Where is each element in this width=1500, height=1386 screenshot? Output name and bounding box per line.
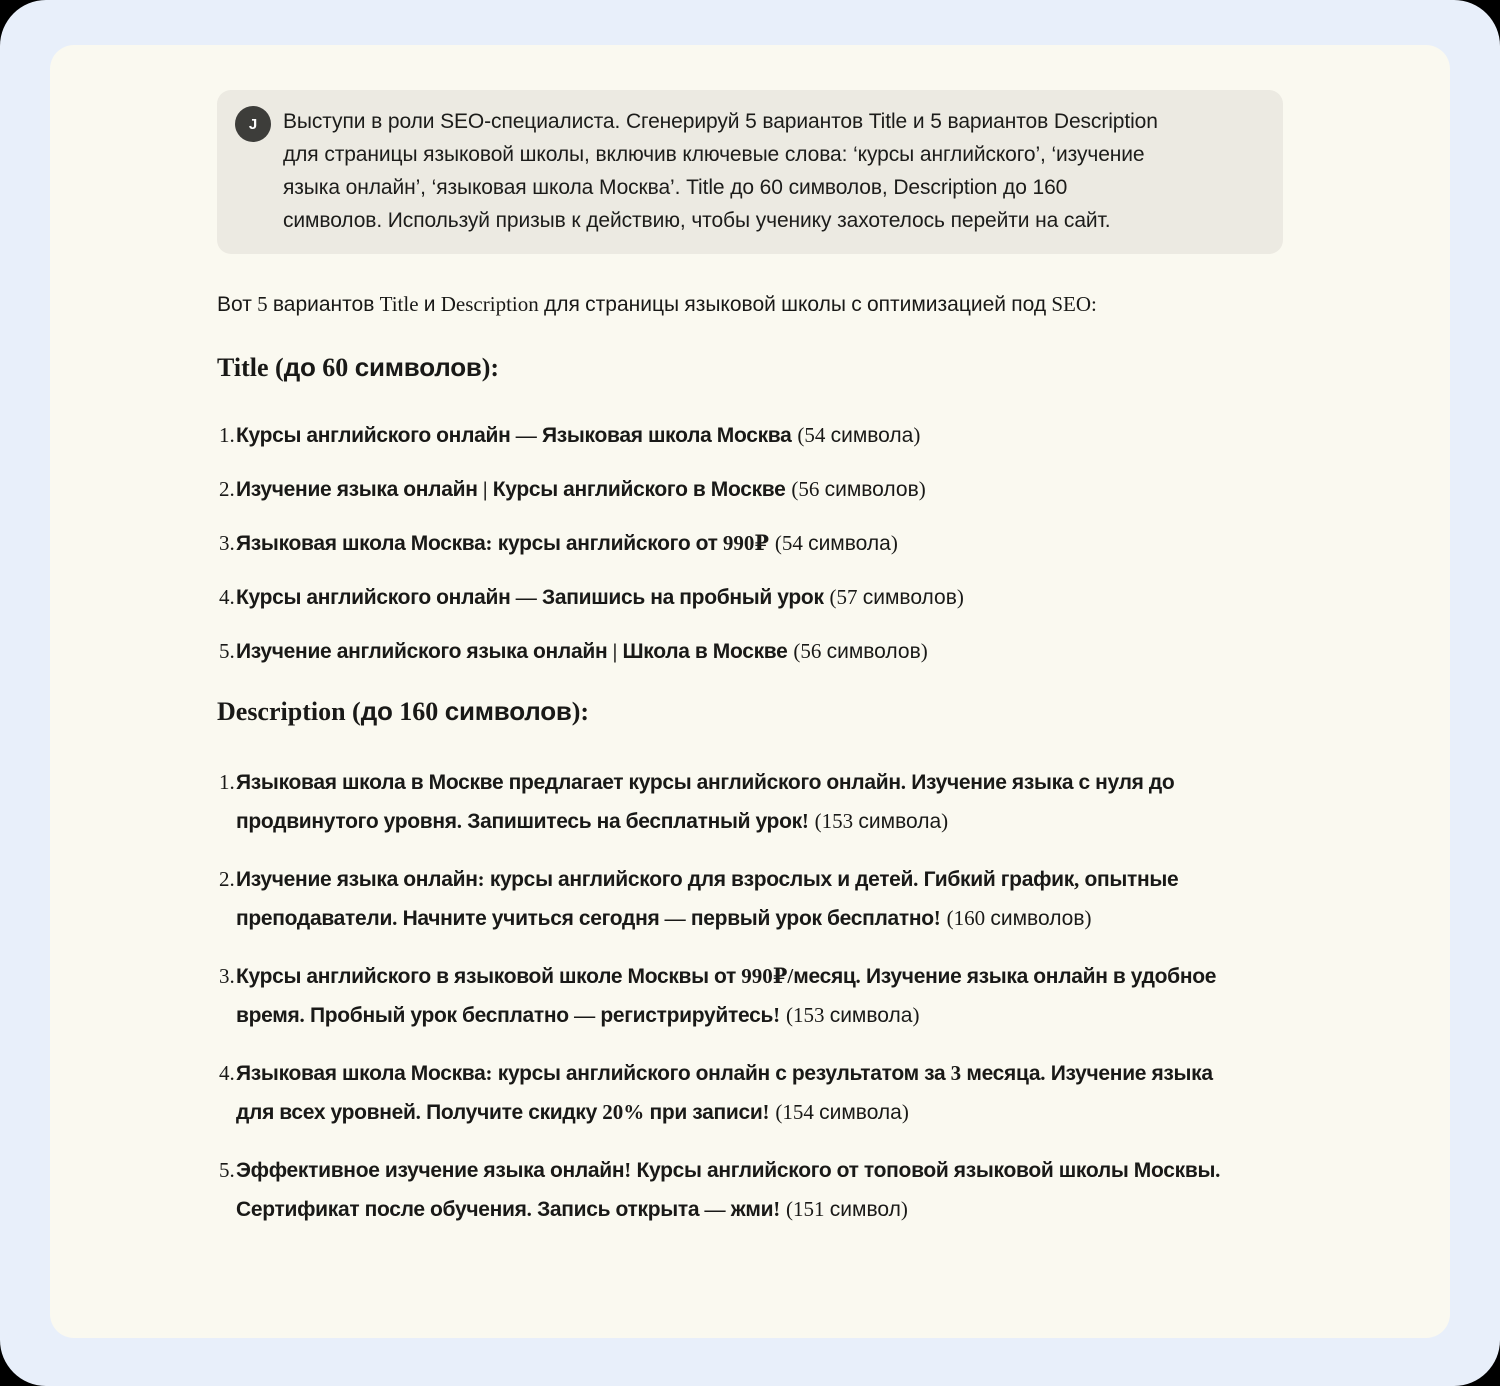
list-item <box>219 419 1283 452</box>
response-intro: Вот 5 вариантов Title и Description для страницы языковой школы с оптимизацией под SEO: <box>217 292 1097 316</box>
item-text: Курсы английского в языковой школе Москвы от 990₽/месяц. Изучение языка онлайн в удобное время. Пробный урок бесплатно — регистрируйтесь! <box>236 964 1217 1027</box>
description-variants-list <box>219 763 1283 1229</box>
list-item <box>219 527 1283 560</box>
item-text: Изучение языка онлайн: курсы английского для взрослых и детей. Гибкий график, опытные преподаватели. Начните учиться сегодня — первый урок бесплатно! <box>236 867 1179 930</box>
section-heading-description: Description (до 160 символов): <box>217 696 590 726</box>
item-text: Эффективное изучение языка онлайн! Курсы английского от топовой языковой школы Москвы. Сертификат после обучения. Запись открыта — жми! <box>236 1158 1221 1221</box>
chat-content <box>217 90 1283 1268</box>
item-count: (57 символов) <box>829 585 964 609</box>
user-avatar <box>235 106 271 142</box>
section-heading-title: Title (до 60 символов): <box>217 352 500 382</box>
item-count: (54 символа) <box>774 531 898 555</box>
item-count: (56 символов) <box>793 639 928 663</box>
list-item <box>219 763 1228 841</box>
item-count: (54 символа) <box>797 423 921 447</box>
item-number: 3. <box>219 531 235 555</box>
list-item <box>219 473 1283 506</box>
user-avatar-initial: J <box>248 115 258 133</box>
user-message-text: Выступи в роли SEO-специалиста. Сгенерируй 5 вариантов Title и 5 вариантов Description для страницы языковой школы, включив ключевые слова: ‘курсы английского’, ‘изучение языка онлайн’, ‘языковая школа Москва’. Title до 60 символов, Description до 160 символов. Используй призыв к действию, чтобы ученику захотелось перейти на сайт. <box>283 110 1158 232</box>
item-number: 3. <box>219 964 235 988</box>
item-number: 5. <box>219 1158 235 1182</box>
list-item <box>219 581 1283 614</box>
item-number: 4. <box>219 585 235 609</box>
assistant-response <box>217 285 1283 1268</box>
item-text: Языковая школа в Москве предлагает курсы английского онлайн. Изучение языка с нуля до продвинутого уровня. Запишитесь на бесплатный урок! <box>236 770 1175 833</box>
item-number: 4. <box>219 1061 235 1085</box>
item-count: (153 символа) <box>814 809 949 833</box>
item-number: 1. <box>219 423 235 447</box>
item-text: Изучение английского языка онлайн | Школа в Москве <box>236 639 788 663</box>
item-number: 2. <box>219 867 235 891</box>
item-count: (153 символа) <box>785 1003 920 1027</box>
item-count: (56 символов) <box>791 477 926 501</box>
item-count: (154 символа) <box>775 1100 909 1124</box>
item-number: 1. <box>219 770 235 794</box>
list-item <box>219 860 1228 938</box>
item-text: Языковая школа Москва: курсы английского онлайн с результатом за 3 месяца. Изучение языка для всех уровней. Получите скидку 20% при записи! <box>236 1061 1213 1124</box>
item-text: Курсы английского онлайн — Языковая школа Москва <box>236 423 792 447</box>
item-count: (151 символ) <box>786 1197 908 1221</box>
list-item <box>219 1054 1228 1132</box>
list-item <box>219 957 1228 1035</box>
item-text: Курсы английского онлайн — Запишись на пробный урок <box>236 585 824 609</box>
title-variants-list <box>219 419 1283 668</box>
item-number: 2. <box>219 477 235 501</box>
list-item <box>219 1151 1228 1229</box>
list-item <box>219 635 1283 668</box>
item-text: Изучение языка онлайн | Курсы английского в Москве <box>236 477 786 501</box>
item-text: Языковая школа Москва: курсы английского от 990₽ <box>236 531 769 555</box>
user-message <box>217 90 1283 254</box>
item-count: (160 символов) <box>946 906 1092 930</box>
chat-card <box>50 45 1450 1338</box>
item-number: 5. <box>219 639 235 663</box>
